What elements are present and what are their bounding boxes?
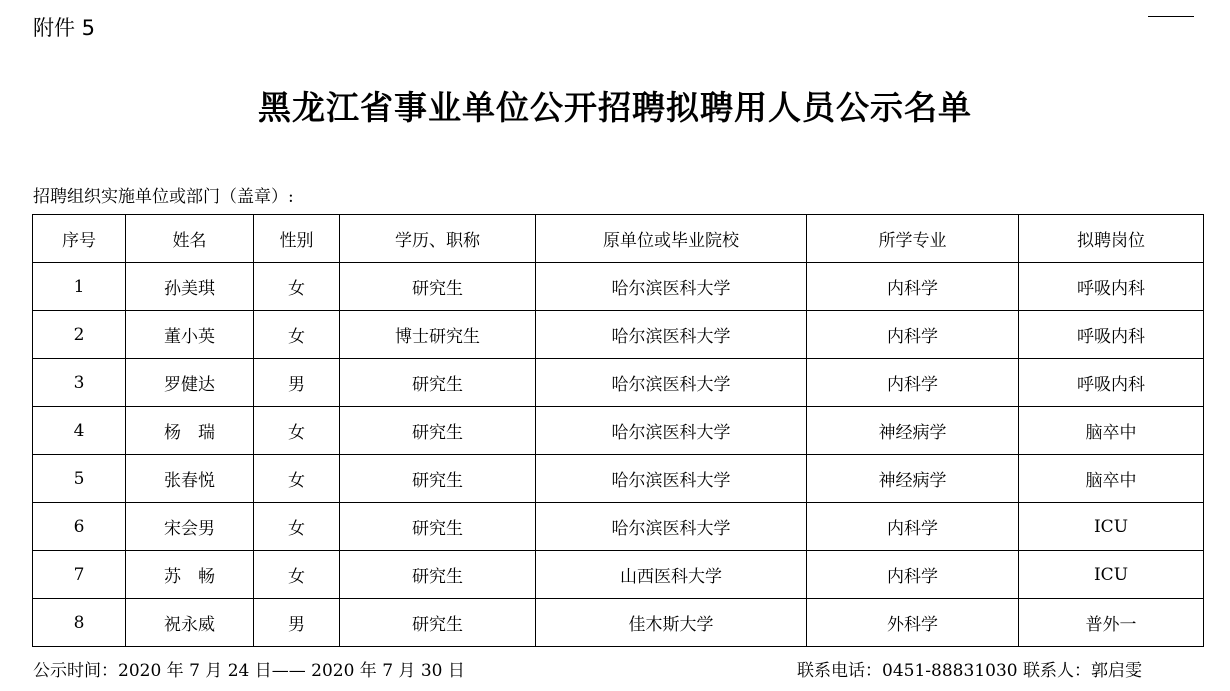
candidate-table: [32, 214, 1204, 647]
cell-index: 3: [33, 359, 126, 407]
table-row: [33, 599, 1204, 647]
cell-gender: 女: [254, 263, 340, 311]
cell-school: 哈尔滨医科大学: [536, 407, 807, 455]
table-row: [33, 407, 1204, 455]
header-rule: [1148, 16, 1194, 17]
cell-school: 哈尔滨医科大学: [536, 359, 807, 407]
cell-education: 研究生: [340, 263, 536, 311]
cell-position: 脑卒中: [1019, 407, 1204, 455]
cell-school: 哈尔滨医科大学: [536, 455, 807, 503]
cell-gender: 男: [254, 599, 340, 647]
cell-gender: 女: [254, 503, 340, 551]
column-header-education: 学历、职称: [340, 215, 536, 263]
cell-index: 4: [33, 407, 126, 455]
column-header-major: 所学专业: [807, 215, 1019, 263]
cell-education: 研究生: [340, 599, 536, 647]
cell-position: 呼吸内科: [1019, 359, 1204, 407]
cell-education: 研究生: [340, 407, 536, 455]
cell-index: 5: [33, 455, 126, 503]
cell-position: 脑卒中: [1019, 455, 1204, 503]
cell-major: 神经病学: [807, 455, 1019, 503]
cell-education: 博士研究生: [340, 311, 536, 359]
cell-index: 7: [33, 551, 126, 599]
cell-school: 佳木斯大学: [536, 599, 807, 647]
cell-education: 研究生: [340, 503, 536, 551]
table-row: [33, 359, 1204, 407]
cell-major: 内科学: [807, 551, 1019, 599]
cell-major: 外科学: [807, 599, 1019, 647]
cell-gender: 女: [254, 311, 340, 359]
cell-school: 哈尔滨医科大学: [536, 263, 807, 311]
attachment-label: 附件 5: [33, 16, 96, 40]
cell-major: 内科学: [807, 263, 1019, 311]
table-row: [33, 551, 1204, 599]
column-header-position: 拟聘岗位: [1019, 215, 1204, 263]
cell-position: 呼吸内科: [1019, 263, 1204, 311]
table-row: [33, 311, 1204, 359]
cell-major: 内科学: [807, 503, 1019, 551]
cell-name: 董小英: [126, 311, 254, 359]
cell-position: ICU: [1019, 551, 1204, 599]
column-header-name: 姓名: [126, 215, 254, 263]
table-row: [33, 455, 1204, 503]
cell-major: 内科学: [807, 311, 1019, 359]
cell-education: 研究生: [340, 551, 536, 599]
cell-name: 苏 畅: [126, 551, 254, 599]
cell-major: 神经病学: [807, 407, 1019, 455]
cell-position: 普外一: [1019, 599, 1204, 647]
cell-gender: 女: [254, 407, 340, 455]
column-header-school: 原单位或毕业院校: [536, 215, 807, 263]
table-header-row: [33, 215, 1204, 263]
cell-education: 研究生: [340, 455, 536, 503]
contact-info: 联系电话：0451-88831030 联系人：郭启雯: [797, 661, 1142, 681]
notice-period: 公示时间：2020 年 7 月 24 日—— 2020 年 7 月 30 日: [33, 661, 465, 681]
cell-name: 宋会男: [126, 503, 254, 551]
cell-name: 杨 瑞: [126, 407, 254, 455]
cell-index: 2: [33, 311, 126, 359]
cell-school: 哈尔滨医科大学: [536, 503, 807, 551]
table-row: [33, 503, 1204, 551]
cell-gender: 男: [254, 359, 340, 407]
column-header-gender: 性别: [254, 215, 340, 263]
cell-name: 祝永威: [126, 599, 254, 647]
table-row: [33, 263, 1204, 311]
cell-education: 研究生: [340, 359, 536, 407]
cell-position: ICU: [1019, 503, 1204, 551]
org-seal-label: 招聘组织实施单位或部门（盖章）:: [33, 187, 294, 207]
cell-name: 罗健达: [126, 359, 254, 407]
cell-school: 山西医科大学: [536, 551, 807, 599]
cell-index: 8: [33, 599, 126, 647]
cell-gender: 女: [254, 551, 340, 599]
page-title: 黑龙江省事业单位公开招聘拟聘用人员公示名单: [258, 88, 972, 127]
cell-index: 6: [33, 503, 126, 551]
cell-position: 呼吸内科: [1019, 311, 1204, 359]
cell-school: 哈尔滨医科大学: [536, 311, 807, 359]
cell-name: 张春悦: [126, 455, 254, 503]
cell-index: 1: [33, 263, 126, 311]
cell-name: 孙美琪: [126, 263, 254, 311]
cell-gender: 女: [254, 455, 340, 503]
column-header-index: 序号: [33, 215, 126, 263]
cell-major: 内科学: [807, 359, 1019, 407]
